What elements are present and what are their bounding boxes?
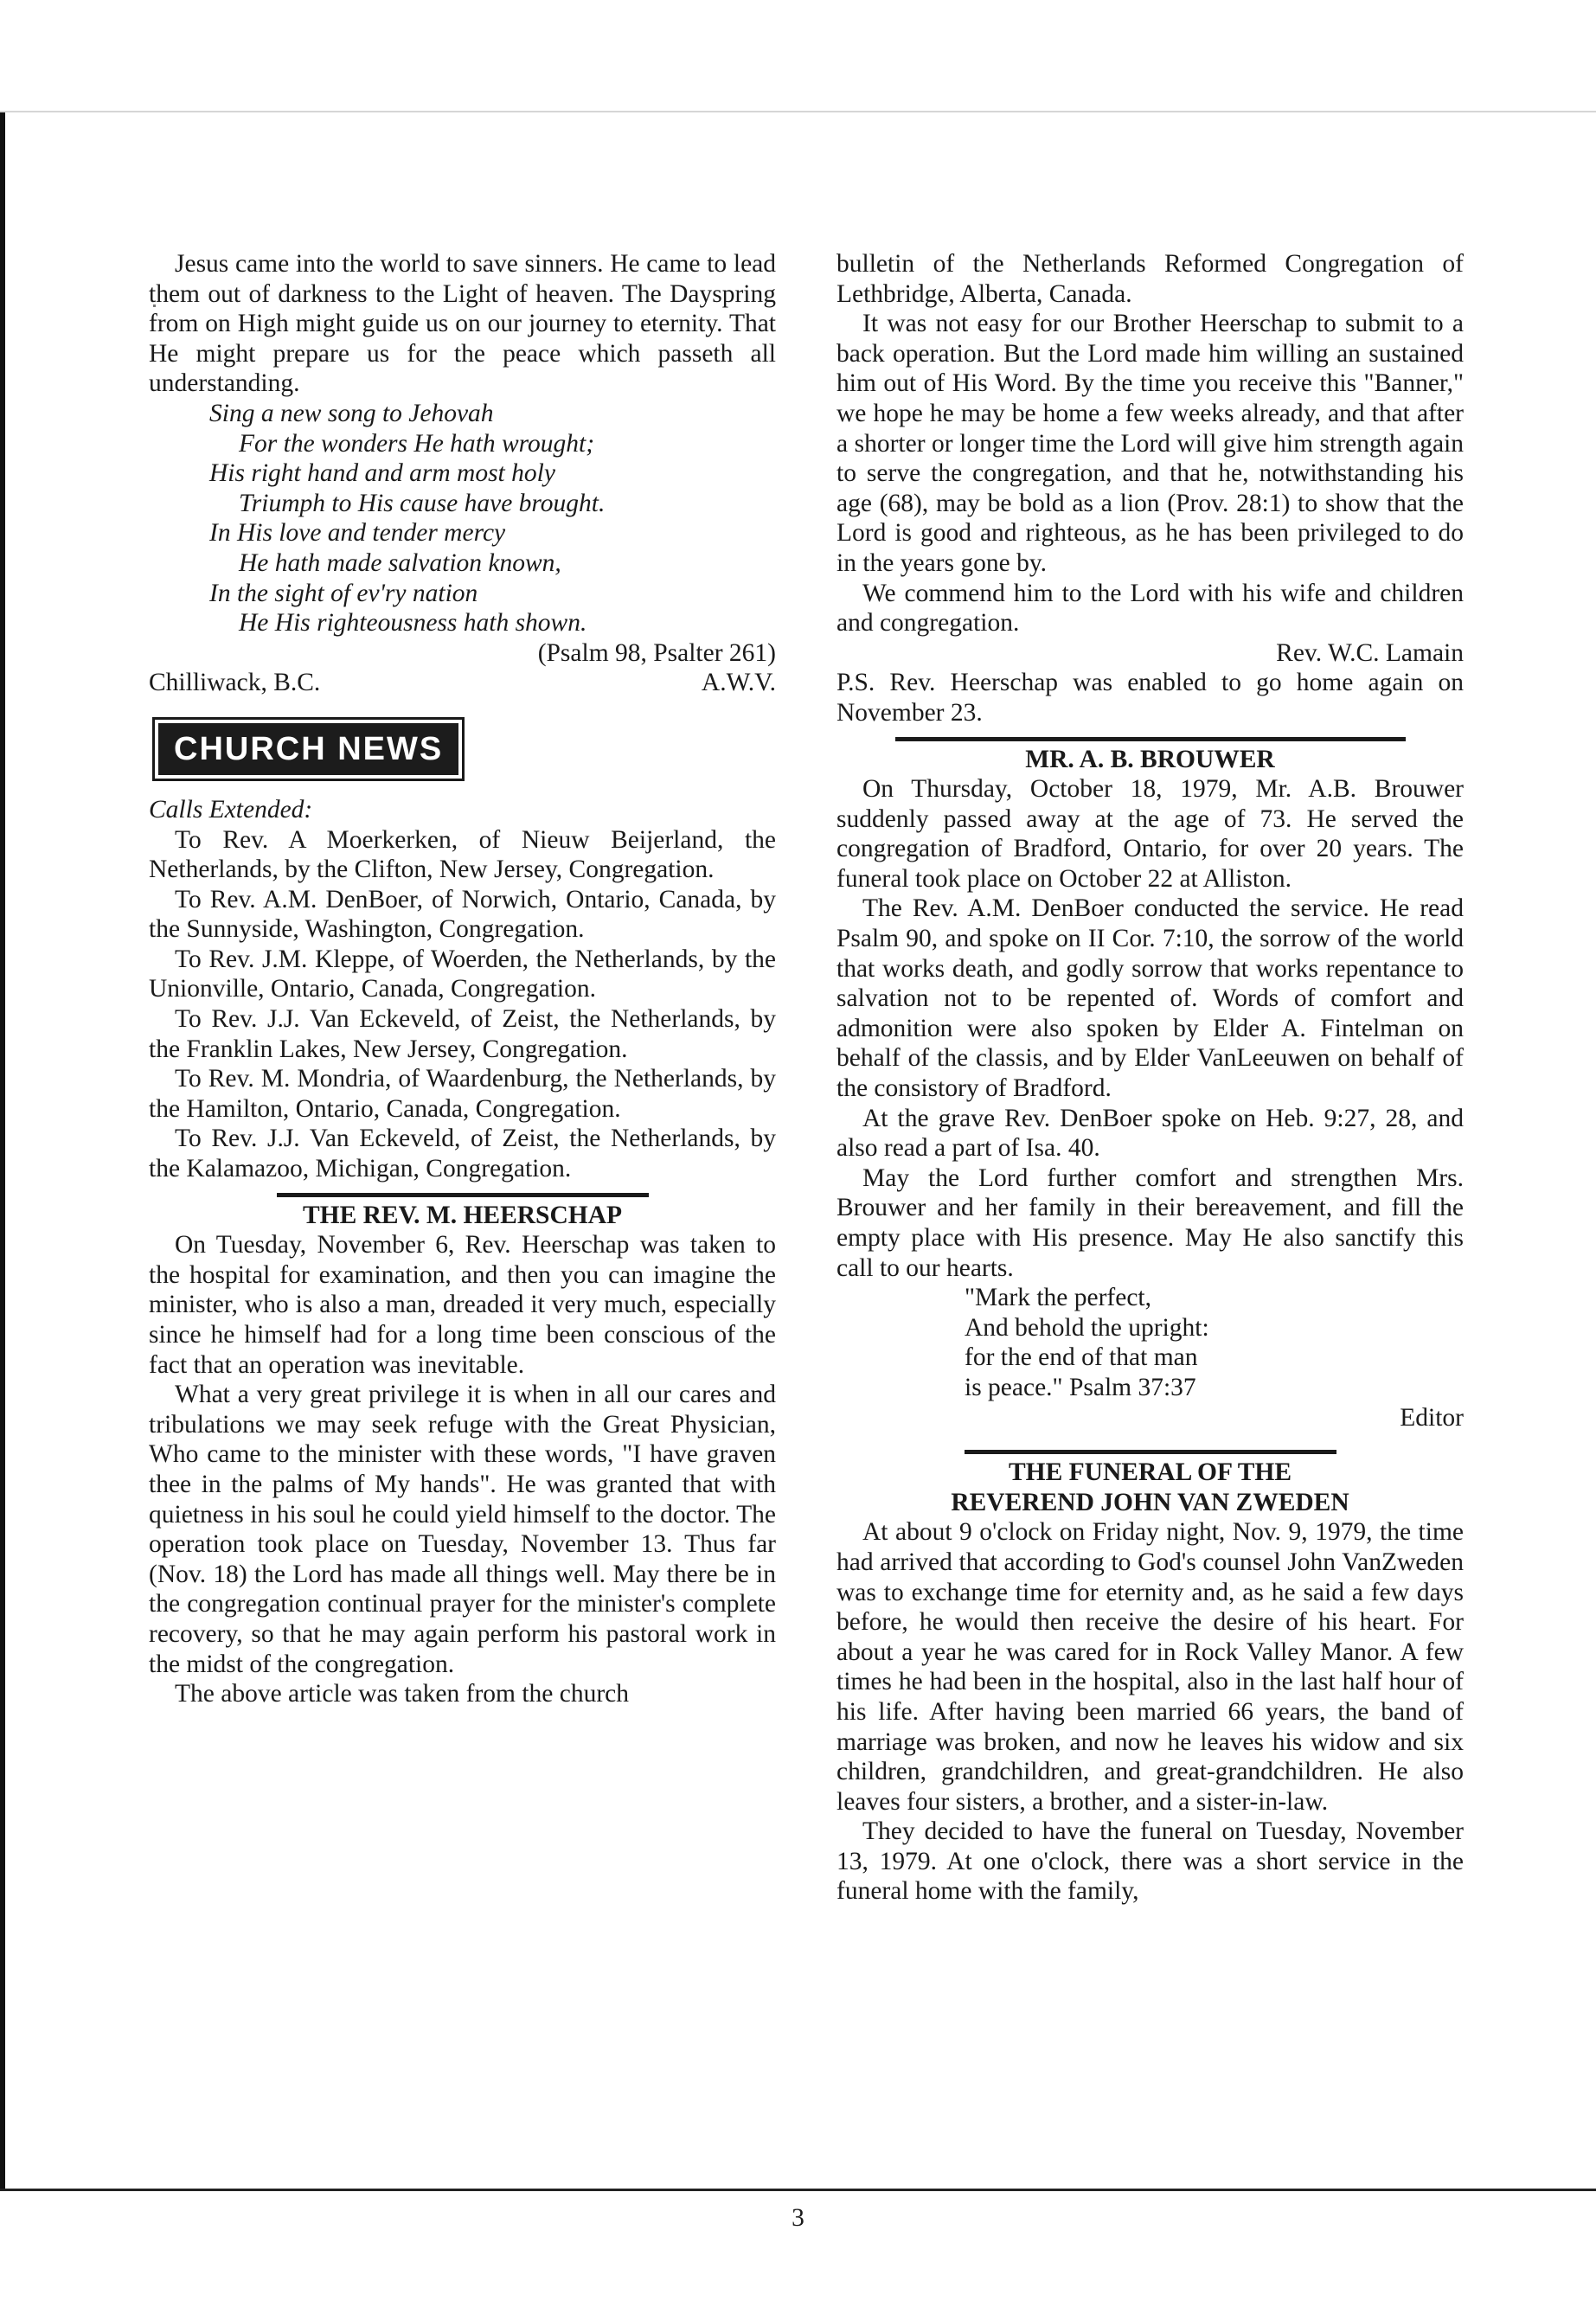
call-entry: To Rev. M. Mondria, of Waardenburg, the Netherlands, by the Hamilton, Ontario, Canada, Congregation. bbox=[149, 1065, 776, 1123]
funeral-heading-line2: REVEREND JOHN VAN ZWEDEN bbox=[951, 1488, 1349, 1516]
place: Chilliwack, B.C. bbox=[149, 669, 321, 697]
editor-signature: Editor bbox=[1400, 1403, 1464, 1432]
call-entry: To Rev. J.J. Van Eckeveld, of Zeist, the Netherlands, by the Franklin Lakes, New Jersey, Congregation. bbox=[149, 1005, 776, 1063]
psalm-reference: (Psalm 98, Psalter 261) bbox=[537, 638, 776, 667]
left-column bbox=[149, 249, 776, 1709]
signature-line bbox=[149, 668, 776, 698]
verse-line: for the end of that man bbox=[965, 1343, 1198, 1372]
call-entry: To Rev. A Moerkerken, of Nieuw Beijerland, the Netherlands, by the Clifton, New Jersey, Congregation. bbox=[149, 825, 776, 884]
poem-line: He His righteousness hath shown. bbox=[239, 609, 587, 638]
verse-line: "Mark the perfect, bbox=[965, 1284, 1151, 1312]
verse-line: And behold the upright: bbox=[965, 1313, 1209, 1342]
heerschap-paragraph: The above article was taken from the church bbox=[175, 1680, 630, 1708]
page-number: 3 bbox=[792, 2204, 804, 2232]
heerschap-continued: bulletin of the Netherlands Reformed Congregation of Lethbridge, Alberta, Canada. bbox=[836, 250, 1464, 308]
call-entry: To Rev. A.M. DenBoer, of Norwich, Ontario, Canada, by the Sunnyside, Washington, Congregation. bbox=[149, 885, 776, 944]
psalter-poem bbox=[149, 399, 776, 638]
heerschap-paragraph: It was not easy for our Brother Heerschap to submit to a back operation. But the Lord made him willing an sustained him out of His Word. By the time you receive this "Banner," we hope he may be home a few weeks already, and that after a shorter or longer time the Lord will give him strength again to serve the congregation, and that he, notwithstanding his age (68), may be bold as a lion (Prov. 28:1) to show that the Lord is good and righteous, as he has been privileged to do in the years gone by. bbox=[836, 310, 1464, 577]
poem-line: Sing a new song to Jehovah bbox=[209, 399, 494, 427]
poem-line: In the sight of ev'ry nation bbox=[209, 579, 478, 607]
church-news-banner bbox=[152, 717, 465, 781]
poem-line: His right hand and arm most holy bbox=[209, 459, 555, 488]
heerschap-paragraph: What a very great privilege it is when in all our cares and tribulations we may seek refuge with the Great Physician, Who came to the minister with these words, "I have graven thee in the palms of My hands". He was granted that with quietness in his soul he could yield himself to the doctor. The operation took place on Tuesday, November 13. Thus far (Nov. 18) the Lord has made all things well. May there be in the congregation continual prayer for the minister's complete recovery, so that he may again perform his pastoral work in the midst of the congregation. bbox=[149, 1381, 776, 1678]
psalm-verse bbox=[965, 1283, 1464, 1402]
verse-line: is peace." Psalm 37:37 bbox=[965, 1373, 1196, 1401]
brouwer-heading: MR. A. B. BROUWER bbox=[1025, 745, 1275, 773]
brouwer-paragraph: On Thursday, October 18, 1979, Mr. A.B. Brouwer suddenly passed away at the age of 73. He served the congregation of Bradford, Ontario, for over 20 years. The funeral took place on October 22 at Alliston. bbox=[836, 775, 1464, 893]
poem-line: He hath made salvation known, bbox=[239, 548, 561, 577]
magazine-page bbox=[0, 111, 1596, 2232]
heerschap-paragraph: We commend him to the Lord with his wife and children and congregation. bbox=[836, 579, 1464, 638]
heerschap-signature: Rev. W.C. Lamain bbox=[1276, 638, 1464, 667]
brouwer-paragraph: May the Lord further comfort and strengthen Mrs. Brouwer and her family in their bereavement, and fill the empty place with His presence. May He also sanctify this call to our hearts. bbox=[836, 1163, 1464, 1282]
funeral-paragraph: They decided to have the funeral on Tuesday, November 13, 1979. At one o'clock, there was a short service in the funeral home with the family, bbox=[836, 1817, 1464, 1906]
poem-line: In His love and tender mercy bbox=[209, 519, 506, 548]
calls-extended-label: Calls Extended: bbox=[149, 795, 313, 824]
funeral-heading-line1: THE FUNERAL OF THE bbox=[1008, 1458, 1292, 1487]
poem-line: Triumph to His cause have brought. bbox=[239, 489, 606, 517]
poem-line: For the wonders He hath wrought; bbox=[239, 429, 595, 458]
call-entry: To Rev. J.M. Kleppe, of Woerden, the Netherlands, by the Unionville, Ontario, Canada, Congregation. bbox=[149, 945, 776, 1003]
heerschap-paragraph: On Tuesday, November 6, Rev. Heerschap was taken to the hospital for examination, and then you can imagine the minister, who is also a man, dreaded it very much, especially since he himself had for a long time been conscious of the fact that an operation was inevitable. bbox=[149, 1231, 776, 1379]
section-divider bbox=[965, 1450, 1336, 1454]
initials: A.W.V. bbox=[701, 669, 776, 697]
call-entry: To Rev. J.J. Van Eckeveld, of Zeist, the Netherlands, by the Kalamazoo, Michigan, Congregation. bbox=[149, 1125, 776, 1183]
heerschap-postscript: P.S. Rev. Heerschap was enabled to go home again on November 23. bbox=[836, 669, 1464, 727]
brouwer-paragraph: At the grave Rev. DenBoer spoke on Heb. 9:27, 28, and also read a part of Isa. 40. bbox=[836, 1104, 1464, 1163]
banner-label: CHURCH NEWS bbox=[158, 723, 458, 775]
funeral-paragraph: At about 9 o'clock on Friday night, Nov. 9, 1979, the time had arrived that according to God's counsel John VanZweden was to exchange time for eternity and, as he said a few days before, he would then receive the desire of his heart. For about a year he was cared for in Rock Valley Manor. A few times he had been in the hospital, also in the last half hour of his life. After having been married 66 years, the band of marriage was broken, and now he leaves his widow and six children, grandchildren, and great-grandchildren. He also leaves four sisters, a brother, and a sister-in-law. bbox=[836, 1518, 1464, 1816]
section-divider bbox=[277, 1193, 649, 1197]
brouwer-paragraph: The Rev. A.M. DenBoer conducted the service. He read Psalm 90, and spoke on II Cor. 7:10, the sorrow of the world that works death, and godly sorrow that works repentance to salvation not to be repented of. Words of comfort and admonition were also spoken by Elder A. Fintelman on behalf of the classis, and by Elder VanLeeuwen on behalf of the consistory of Bradford. bbox=[836, 894, 1464, 1103]
heerschap-heading: THE REV. M. HEERSCHAP bbox=[302, 1201, 623, 1229]
right-column bbox=[836, 249, 1464, 1907]
section-divider bbox=[895, 737, 1406, 741]
intro-paragraph: Jesus came into the world to save sinners. He came to lead them out of darkness to the Light of heaven. The Dayspring from on High might guide us on our journey to eternity. That He might prepare us for the peace which passeth all understanding. bbox=[149, 250, 776, 398]
